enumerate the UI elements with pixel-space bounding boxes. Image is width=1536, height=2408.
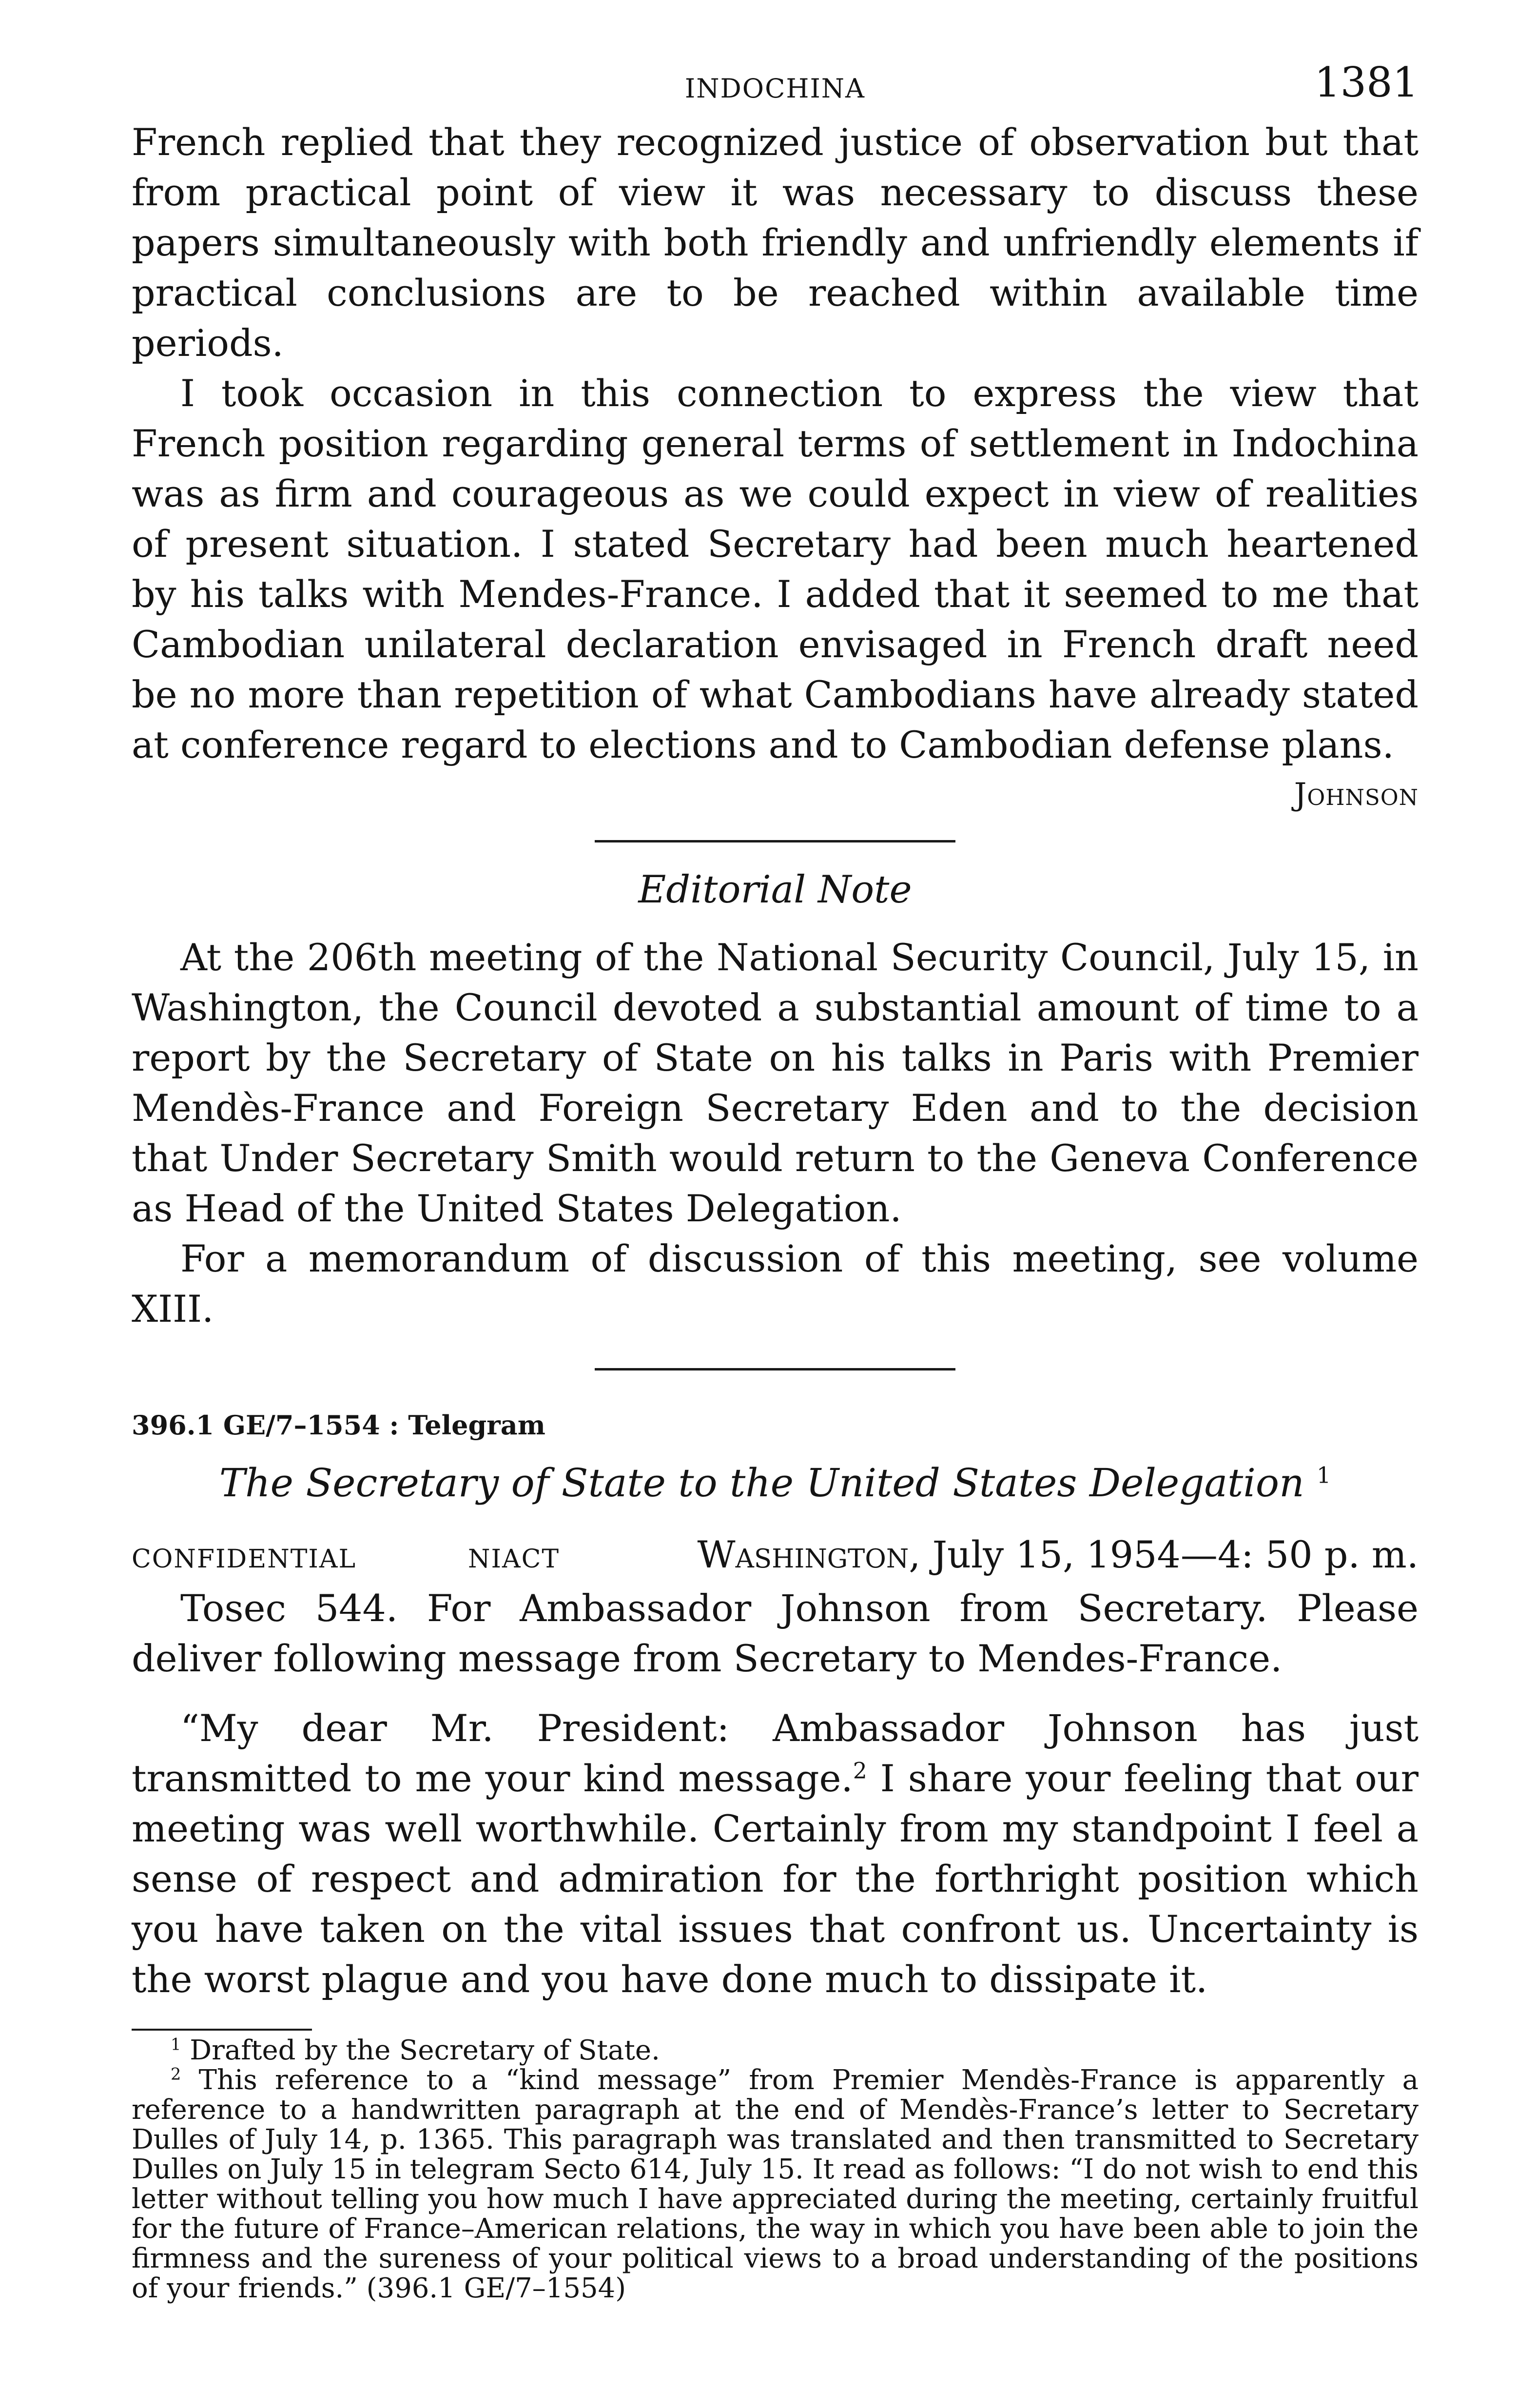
file-reference: 396.1 GE/7–1554 : Telegram (132, 1410, 545, 1441)
telegram-body-2 (132, 1703, 1419, 2004)
body2-text-after: I share your feeling that our meeting was well worthwhile. Certainly from my standpoint I feel a sense of respect and admiration for the forthright position which you have taken on the vital issues that confront us. Uncertainty is the worst plague and you have done much to dissipate it. (132, 1757, 1419, 2001)
page-number: 1381 (1314, 59, 1419, 106)
footnote-2-text: This reference to a “kind message” from Premier Mendès-France is apparently a reference to a handwritten paragraph at the end of Mendès-France’s letter to Secretary Dulles of July 14, p. 1365. This paragraph was translated and then transmitted to Secretary Dulles on July 15 in telegram Secto 614, July 15. It read as follows: “I do not wish to end this letter without telling you how much I have appreciated during the meeting, certainly fruitful for the future of France–American relations, the way in which you have been able to join the firmness and the sureness of your political views to a broad understanding of the positions of your friends.” (396.1 GE/7–1554) (132, 2064, 1419, 2304)
signature: Johnson (1294, 777, 1419, 813)
section-divider (595, 840, 955, 842)
place-and-time (682, 1533, 1419, 1576)
footnote-rule (132, 2029, 312, 2031)
document-title (132, 1460, 1419, 1506)
section-divider-2 (595, 1368, 955, 1370)
footnote-1 (132, 2036, 1419, 2065)
footnote-1-text: Drafted by the Secretary of State. (190, 2035, 660, 2066)
document-page (132, 59, 1419, 2303)
footnote-1-number: 1 (171, 2035, 181, 2054)
dateline (132, 1533, 1419, 1576)
datetime: July 15, 1954—4: 50 p. m. (932, 1533, 1419, 1576)
title-footnote-ref: 1 (1317, 1462, 1331, 1488)
telegram-body-1: Tosec 544. For Ambassador Johnson from Secretary. Please deliver following message from Secretary to Mendes-France. (132, 1586, 1419, 1680)
priority-marker: NIACT (468, 1545, 560, 1574)
page-header (132, 59, 1419, 117)
classification: CONFIDENTIAL (132, 1545, 356, 1574)
running-head: INDOCHINA (684, 73, 866, 104)
footnote-2 (132, 2065, 1419, 2303)
continuation-paragraph-2: I took occasion in this connection to express the view that French position regarding general terms of settlement in Indochina was as firm and courageous as we could expect in view of realities of present situation. I stated Secretary had been much heartened by his talks with Mendes-France. I added that it seemed to me that Cambodian unilateral declaration envisaged in French draft need be no more than repetition of what Cambodians have already stated at conference regard to elections and to Cambodian defense plans. (132, 372, 1419, 766)
editorial-paragraph-2: For a memorandum of discussion of this meeting, see volume XIII. (132, 1237, 1419, 1331)
place: Washington, (697, 1533, 921, 1576)
document-title-text: The Secretary of State to the United States Delegation (219, 1460, 1304, 1506)
footnote-2-number: 2 (171, 2064, 181, 2084)
editorial-paragraph-1: At the 206th meeting of the National Security Council, July 15, in Washington, the Council devoted a substantial amount of time to a report by the Secretary of State on his talks in Paris with Premier Mendès-France and Foreign Secretary Eden and to the decision that Under Secretary Smith would return to the Geneva Conference as Head of the United States Delegation. (132, 936, 1419, 1230)
editorial-note-title: Editorial Note (638, 868, 912, 912)
body2-text-before: “My dear Mr. President: Ambassador Johnson has just transmitted to me your kind message. (132, 1706, 1419, 1800)
continuation-paragraph-1: French replied that they recognized justice of observation but that from practical point of view it was necessary to discuss these papers simultaneously with both friendly and unfriendly elements if practical conclusions are to be reached within available time periods. (132, 120, 1419, 365)
body2-footnote-ref: 2 (853, 1758, 867, 1784)
